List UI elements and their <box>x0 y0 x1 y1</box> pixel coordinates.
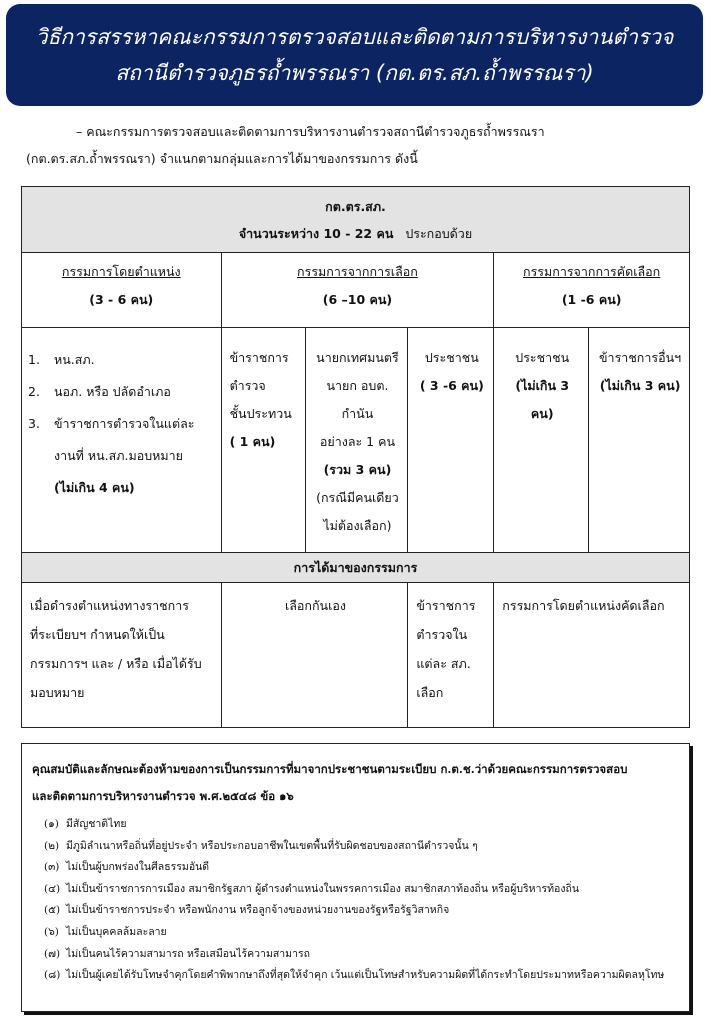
list-item: (๒) มีภูมิลำเนาหรือถิ่นที่อยู่ประจำ หรือประกอบอาชีพในเขตพื้นที่รับผิดชอบของสถานีตำรวจนั้น ๆ <box>44 839 478 852</box>
list-item: (๗) ไม่เป็นคนไร้ความสามารถ หรือเสมือนไร้ความสามารถ <box>44 947 310 960</box>
acquisition-mutual-cell <box>221 583 408 728</box>
acquisition-police-cell <box>408 583 494 728</box>
group-label: กรรมการจากการคัดเลือก <box>523 264 661 279</box>
list-item: 3. ข้าราชการตำรวจในแต่ละ <box>28 416 195 431</box>
cell-line: ประชาชน <box>515 350 570 365</box>
cell-count: (ไม่เกิน 3 คน) <box>515 378 570 421</box>
group-label: กรรมการจากการเลือก <box>297 264 418 279</box>
cell-note: ไม่ต้องเลือก) <box>323 518 392 533</box>
cell-line: ประชาชน <box>424 350 479 365</box>
qualifications-title <box>32 756 679 810</box>
list-item: (ไม่เกิน 4 คน) <box>54 480 135 495</box>
cell-line: ที่ระเบียบฯ กำหนดให้เป็น <box>30 627 165 642</box>
cell-line: ข้าราชการ <box>229 350 289 365</box>
cell-line: เลือกกันเอง <box>284 598 346 613</box>
group-header-ex-officio <box>22 253 222 328</box>
intro-paragraph <box>26 118 686 172</box>
cell-count: (รวม 3 คน) <box>323 462 392 477</box>
committee-table <box>21 186 690 728</box>
elected-local-leaders-cell <box>305 328 408 553</box>
qualifications-box <box>21 743 690 1012</box>
cell-line: นายก อบต. <box>326 378 389 393</box>
committee-size <box>22 220 689 247</box>
cell-line: เลือก <box>416 685 444 700</box>
list-item: (๔) ไม่เป็นข้าราชการการเมือง สมาชิกรัฐสภา ผู้ดำรงตำแหน่งในพรรคการเมือง สมาชิกสภาท้องถิ่น หรือผู้บริหารท้องถิ่น <box>44 882 580 895</box>
cell-line: กำนัน <box>341 406 374 421</box>
cell-line: ตำรวจ <box>229 378 266 393</box>
cell-line: ตำรวจใน <box>416 627 468 642</box>
acquisition-ex-officio-cell <box>22 583 222 728</box>
ex-officio-members-cell <box>22 328 222 553</box>
intro-line1: – คณะกรรมการตรวจสอบและติดตามการบริหารงานตำรวจสถานีตำรวจภูธรถ้ำพรรณรา <box>76 124 545 139</box>
cell-line: แต่ละ สภ. <box>416 656 471 671</box>
selected-other-officials-cell <box>589 328 690 553</box>
list-item: (๘) ไม่เป็นผู้เคยได้รับโทษจำคุกโดยคำพิพากษาถึงที่สุดให้จำคุก เว้นแต่เป็นโทษสำหรับความผิดที่ได้กระทำโดยประมาทหรือความผิดลหุโทษ <box>44 969 665 982</box>
acquisition-selected-cell <box>494 583 690 728</box>
cell-line: มอบหมาย <box>30 685 85 700</box>
list-item: (๕) ไม่เป็นข้าราชการประจำ หรือพนักงาน หรือลูกจ้างของหน่วยงานของรัฐหรือรัฐวิสาหกิจ <box>44 904 450 917</box>
cell-line: เมื่อดำรงตำแหน่งทางราชการ <box>30 598 189 613</box>
group-label: กรรมการโดยตำแหน่ง <box>61 264 181 279</box>
table-header <box>22 187 690 253</box>
ex-officio-list <box>22 328 221 504</box>
qualifications-title-line2: และติดตามการบริหารงานตำรวจ พ.ศ.๒๕๔๘ ข้อ ๑๖ <box>32 789 294 803</box>
group-count: (1 -6 คน) <box>561 292 622 307</box>
qualifications-title-line1: คุณสมบัติและลักษณะต้องห้ามของการเป็นกรรมการที่มาจากประชาชนตามระเบียบ ก.ต.ช.ว่าด้วยคณะกรรมการตรวจสอบ <box>32 762 628 776</box>
group-count: (6 –10 คน) <box>322 292 393 307</box>
cell-count: (ไม่เกิน 3 คน) <box>599 378 681 393</box>
elected-police-cell <box>221 328 305 553</box>
cell-line: ข้าราชการอื่นฯ <box>599 350 682 365</box>
list-item: (๑) มีสัญชาติไทย <box>44 818 127 830</box>
cell-count: ( 1 คน) <box>229 434 276 449</box>
list-item: (๓) ไม่เป็นผู้บกพร่องในศีลธรรมอันดี <box>44 861 210 874</box>
selected-public-cell <box>494 328 589 553</box>
committee-size-range: จำนวนระหว่าง 10 - 22 คน <box>238 226 394 241</box>
banner-title-line1: วิธีการสรรหาคณะกรรมการตรวจสอบและติดตามการบริหารงานตำรวจ <box>35 25 674 49</box>
list-item: งานที่ หน.สภ.มอบหมาย <box>54 448 183 463</box>
intro-line2: (กต.ตร.สภ.ถ้ำพรรณรา) จำแนกตามกลุ่มและการได้มาของกรรมการ ดังนี้ <box>26 151 418 166</box>
group-count: (3 - 6 คน) <box>89 292 154 307</box>
cell-count: ( 3 -6 คน) <box>419 378 484 393</box>
elected-public-cell <box>408 328 494 553</box>
title-banner <box>6 4 703 106</box>
group-header-elected <box>221 253 494 328</box>
list-item: 2. นอภ. หรือ ปลัดอำเภอ <box>28 384 171 399</box>
committee-size-suffix: ประกอบด้วย <box>405 226 473 241</box>
cell-line: กรรมการโดยตำแหน่งคัดเลือก <box>502 598 665 613</box>
banner-title-line2: สถานีตำรวจภูธรถ้ำพรรณรา (กต.ตร.สภ.ถ้ำพรรณรา) <box>115 61 594 85</box>
table-title: กต.ตร.สภ. <box>325 199 386 214</box>
cell-line: ชั้นประทวน <box>229 406 292 421</box>
acquisition-header: การได้มาของกรรมการ <box>22 553 690 583</box>
list-item: 1. หน.สภ. <box>28 352 95 367</box>
cell-line: ข้าราชการ <box>416 598 476 613</box>
list-item: (๖) ไม่เป็นบุคคลล้มละลาย <box>44 925 167 938</box>
group-header-selected <box>494 253 690 328</box>
cell-line: อย่างละ 1 คน <box>319 434 395 449</box>
cell-line: นายกเทศมนตรี <box>316 350 399 365</box>
cell-line: กรรมการฯ และ / หรือ เมื่อได้รับ <box>30 656 202 671</box>
cell-note: (กรณีมีคนเดียว <box>316 490 399 505</box>
